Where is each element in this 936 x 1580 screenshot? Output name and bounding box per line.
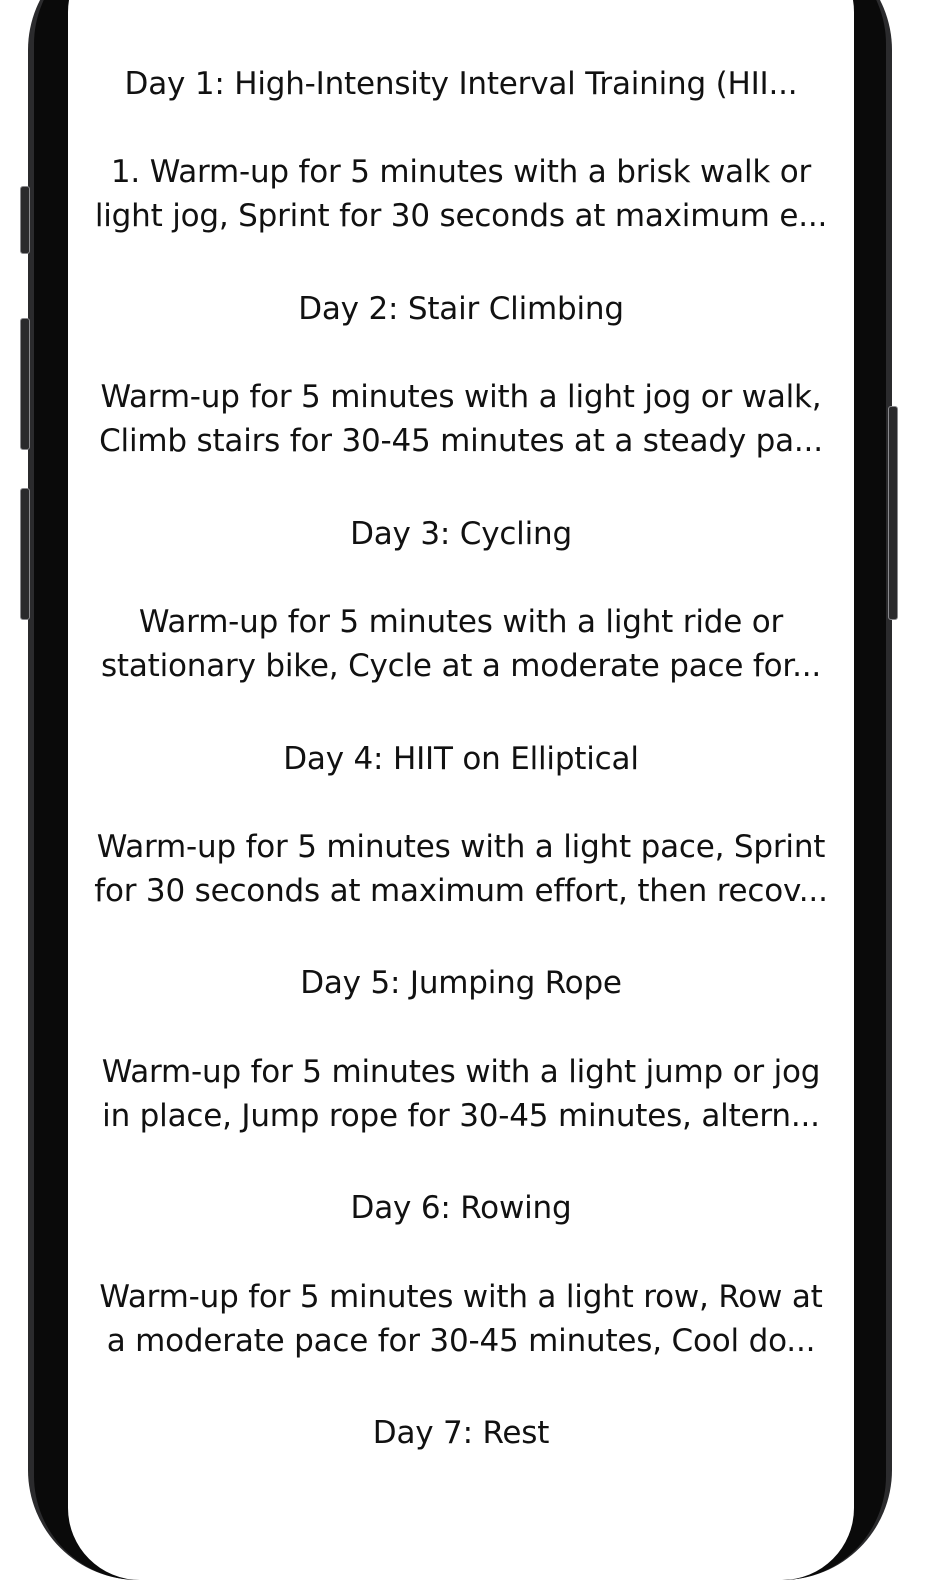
action-button: [20, 186, 30, 254]
day-3-description[interactable]: [68, 600, 854, 688]
day-6-description[interactable]: [68, 1275, 854, 1363]
day-4-title[interactable]: Day 4: HIIT on Elliptical: [283, 741, 639, 777]
day-5-description[interactable]: [68, 1050, 854, 1138]
day-2-description[interactable]: [68, 375, 854, 463]
day-6-title[interactable]: Day 6: Rowing: [350, 1190, 572, 1226]
day-3-title[interactable]: Day 3: Cycling: [350, 516, 572, 552]
phone-screen[interactable]: [68, 0, 854, 1580]
day-5-title[interactable]: Day 5: Jumping Rope: [300, 965, 622, 1001]
day-5-description-line-1: Warm-up for 5 minutes with a light jump or jog: [101, 1054, 821, 1090]
day-2-description-line-2: Climb stairs for 30-45 minutes at a steady pa...: [99, 423, 823, 459]
day-1-description-line-1: 1. Warm-up for 5 minutes with a brisk walk or: [110, 154, 812, 190]
day-7-title[interactable]: Day 7: Rest: [372, 1415, 550, 1451]
volume-up-button: [20, 318, 30, 450]
power-button: [888, 406, 898, 620]
day-3-description-line-1: Warm-up for 5 minutes with a light ride or: [138, 604, 784, 640]
day-1-description-line-2: light jog, Sprint for 30 seconds at maximum e...: [94, 198, 828, 234]
day-2-description-line-1: Warm-up for 5 minutes with a light jog or walk,: [100, 379, 822, 415]
day-3-description-line-2: stationary bike, Cycle at a moderate pace for...: [100, 648, 822, 684]
day-4-description-line-1: Warm-up for 5 minutes with a light pace, Sprint: [96, 829, 826, 865]
day-4-description-line-2: for 30 seconds at maximum effort, then recov...: [94, 873, 828, 909]
volume-down-button: [20, 488, 30, 620]
day-1-title[interactable]: Day 1: High-Intensity Interval Training (HII...: [124, 66, 798, 102]
day-4-description[interactable]: [68, 825, 854, 913]
day-5-description-line-2: in place, Jump rope for 30-45 minutes, altern...: [102, 1098, 820, 1134]
day-1-description[interactable]: [68, 150, 854, 238]
day-6-description-line-1: Warm-up for 5 minutes with a light row, Row at: [99, 1279, 823, 1315]
day-2-title[interactable]: Day 2: Stair Climbing: [298, 291, 624, 327]
day-6-description-line-2: a moderate pace for 30-45 minutes, Cool do...: [106, 1323, 816, 1359]
